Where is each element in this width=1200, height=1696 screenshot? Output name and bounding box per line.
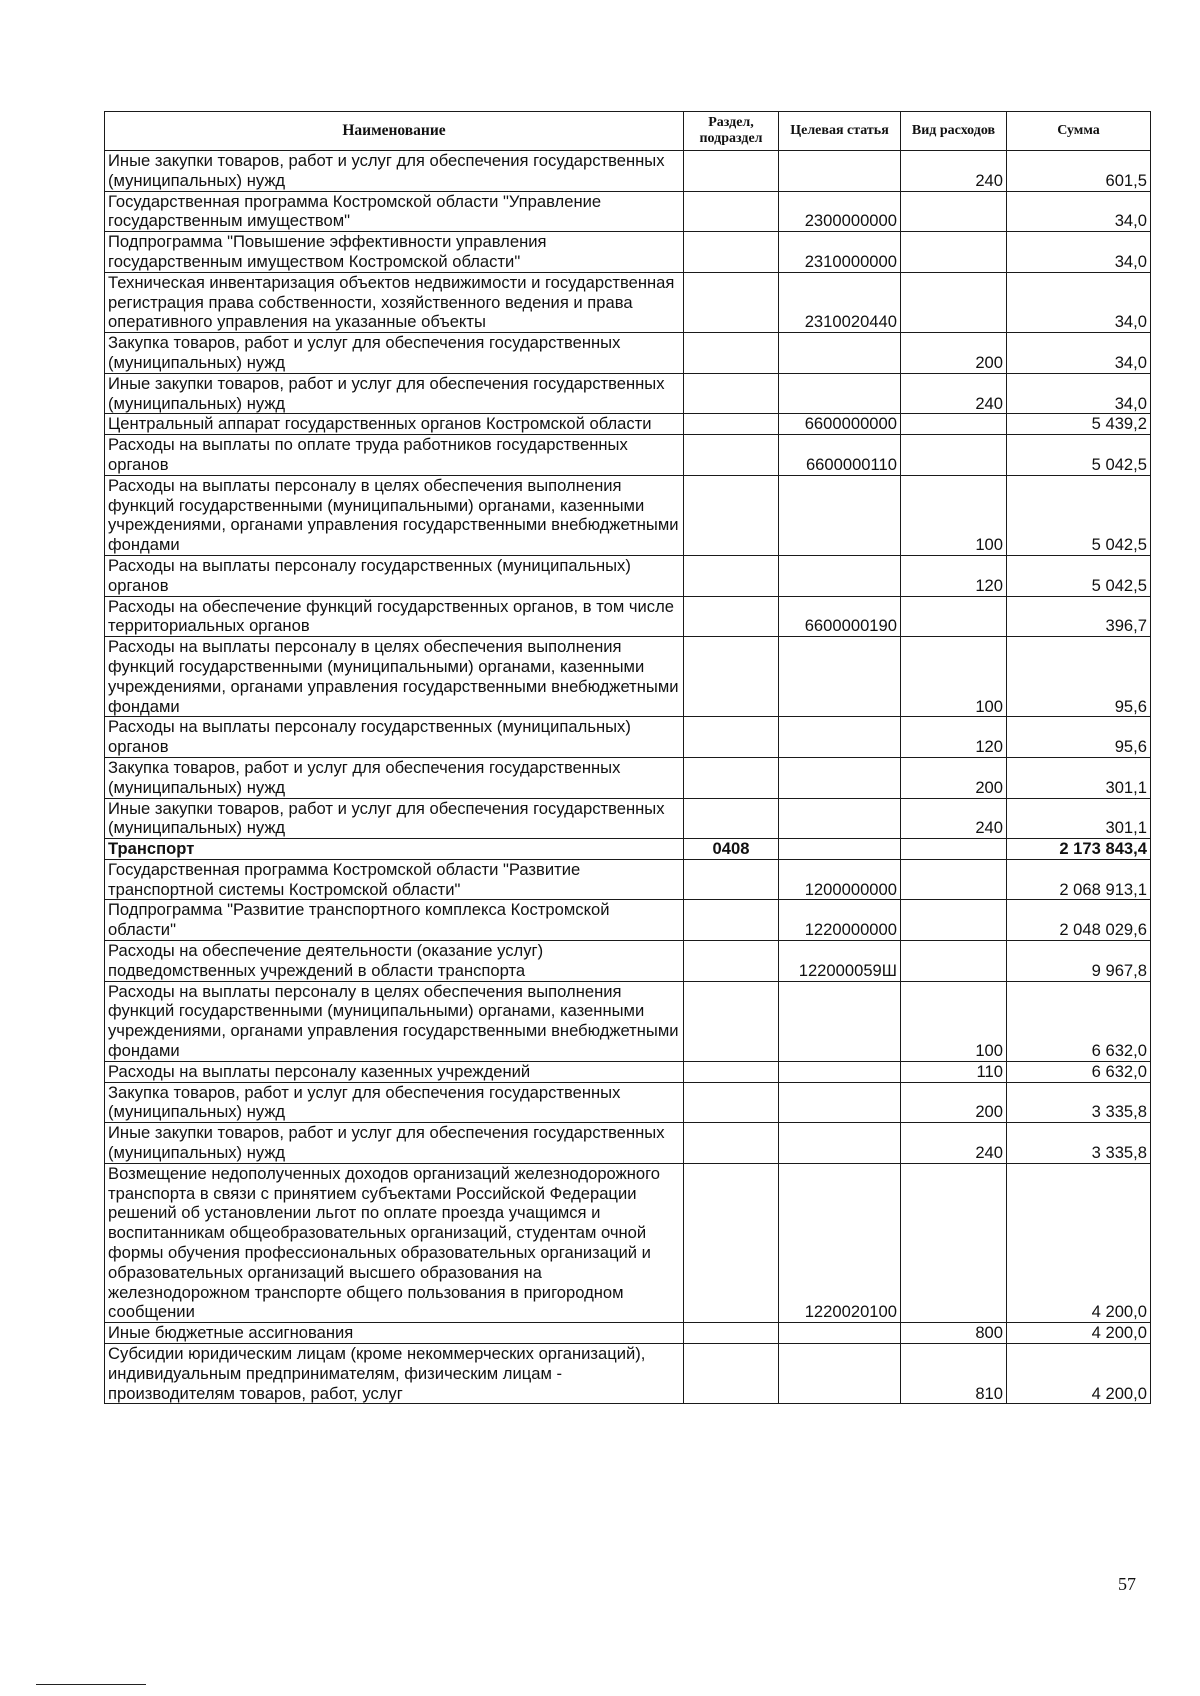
cell-kind: 200 [901,1082,1007,1123]
header-target: Целевая статья [779,112,901,151]
cell-sum: 95,6 [1007,637,1151,717]
cell-kind: 120 [901,555,1007,596]
cell-kind [901,941,1007,982]
table-row [105,1061,1151,1082]
cell-section [684,859,779,900]
cell-target: 2310000000 [779,232,901,273]
cell-kind [901,596,1007,637]
cell-name: Иные закупки товаров, работ и услуг для обеспечения государственных (муниципальных) нужд [105,798,684,839]
cell-name: Расходы на выплаты персоналу в целях обеспечения выполнения функций государственными (муниципальными) органами, казенными учреждениями, органами управления государственными внебюджетными фондами [105,637,684,717]
cell-sum: 34,0 [1007,272,1151,332]
cell-kind: 100 [901,637,1007,717]
cell-target [779,717,901,758]
header-kind: Вид расходов [901,112,1007,151]
cell-section [684,333,779,374]
cell-target [779,798,901,839]
table-header [105,112,1151,151]
cell-name: Закупка товаров, работ и услуг для обеспечения государственных (муниципальных) нужд [105,333,684,374]
cell-section [684,757,779,798]
table-row [105,232,1151,273]
table-row [105,272,1151,332]
cell-section [684,1344,779,1404]
cell-target: 6600000110 [779,435,901,476]
table-row [105,798,1151,839]
table-row [105,151,1151,192]
cell-name: Иные бюджетные ассигнования [105,1323,684,1344]
cell-kind: 200 [901,333,1007,374]
cell-name: Подпрограмма "Развитие транспортного комплекса Костромской области" [105,900,684,941]
cell-name: Центральный аппарат государственных органов Костромской области [105,414,684,435]
cell-sum: 95,6 [1007,717,1151,758]
cell-name: Расходы на выплаты по оплате труда работников государственных органов [105,435,684,476]
cell-kind: 110 [901,1061,1007,1082]
cell-sum: 301,1 [1007,798,1151,839]
cell-sum: 2 068 913,1 [1007,859,1151,900]
header-sum: Сумма [1007,112,1151,151]
cell-section [684,232,779,273]
cell-target: 1220000000 [779,900,901,941]
cell-target [779,373,901,414]
cell-name: Субсидии юридическим лицам (кроме некоммерческих организаций), индивидуальным предпринимателям, физическим лицам - производителям товаров, работ, услуг [105,1344,684,1404]
table-row [105,373,1151,414]
cell-target [779,1344,901,1404]
cell-section [684,717,779,758]
cell-target: 2310020440 [779,272,901,332]
cell-target [779,1323,901,1344]
table-row-section-total [105,839,1151,860]
cell-kind: 120 [901,717,1007,758]
table-body [105,151,1151,1404]
cell-name: Расходы на выплаты персоналу в целях обеспечения выполнения функций государственными (муниципальными) органами, казенными учреждениями, органами управления государственными внебюджетными фондами [105,475,684,555]
table-row [105,859,1151,900]
cell-name: Расходы на выплаты персоналу государственных (муниципальных) органов [105,555,684,596]
table-row [105,900,1151,941]
cell-target: 6600000000 [779,414,901,435]
table-row [105,475,1151,555]
header-section: Раздел, подраздел [684,112,779,151]
footer-divider [36,1684,146,1685]
cell-sum: 34,0 [1007,333,1151,374]
cell-name: Закупка товаров, работ и услуг для обеспечения государственных (муниципальных) нужд [105,757,684,798]
cell-section [684,637,779,717]
cell-section [684,272,779,332]
cell-section [684,596,779,637]
cell-name: Подпрограмма "Повышение эффективности управления государственным имуществом Костромской области" [105,232,684,273]
table-row [105,191,1151,232]
cell-target [779,151,901,192]
cell-kind [901,900,1007,941]
table-row [105,1082,1151,1123]
cell-kind: 240 [901,798,1007,839]
cell-kind [901,191,1007,232]
cell-kind: 810 [901,1344,1007,1404]
cell-name: Расходы на обеспечение деятельности (оказание услуг) подведомственных учреждений в области транспорта [105,941,684,982]
budget-table [104,111,1151,1404]
cell-sum: 9 967,8 [1007,941,1151,982]
cell-section [684,475,779,555]
cell-kind [901,839,1007,860]
cell-section [684,555,779,596]
table-row [105,941,1151,982]
cell-sum: 34,0 [1007,373,1151,414]
cell-target [779,1082,901,1123]
cell-kind [901,272,1007,332]
cell-kind [901,414,1007,435]
table-row [105,435,1151,476]
table-row [105,555,1151,596]
cell-name: Расходы на обеспечение функций государственных органов, в том числе территориальных органов [105,596,684,637]
cell-name: Расходы на выплаты персоналу государственных (муниципальных) органов [105,717,684,758]
table-row [105,333,1151,374]
cell-kind [901,859,1007,900]
cell-section [684,941,779,982]
cell-sum: 6 632,0 [1007,1061,1151,1082]
table-row [105,717,1151,758]
table-row [105,637,1151,717]
cell-sum: 301,1 [1007,757,1151,798]
cell-kind: 100 [901,981,1007,1061]
cell-name: Иные закупки товаров, работ и услуг для обеспечения государственных (муниципальных) нужд [105,1123,684,1164]
cell-sum: 601,5 [1007,151,1151,192]
cell-section [684,151,779,192]
cell-sum: 34,0 [1007,191,1151,232]
header-name: Наименование [105,112,684,151]
cell-sum: 2 048 029,6 [1007,900,1151,941]
cell-kind: 200 [901,757,1007,798]
cell-kind: 240 [901,1123,1007,1164]
cell-sum: 4 200,0 [1007,1344,1151,1404]
cell-sum: 5 042,5 [1007,475,1151,555]
table-row [105,1344,1151,1404]
cell-kind: 240 [901,373,1007,414]
cell-name: Иные закупки товаров, работ и услуг для обеспечения государственных (муниципальных) нужд [105,373,684,414]
cell-target [779,1061,901,1082]
table-row [105,414,1151,435]
cell-section: 0408 [684,839,779,860]
cell-sum: 2 173 843,4 [1007,839,1151,860]
cell-name: Иные закупки товаров, работ и услуг для обеспечения государственных (муниципальных) нужд [105,151,684,192]
cell-sum: 3 335,8 [1007,1082,1151,1123]
cell-target: 122000059Ш [779,941,901,982]
cell-kind: 800 [901,1323,1007,1344]
cell-sum: 3 335,8 [1007,1123,1151,1164]
cell-target [779,839,901,860]
cell-section [684,1123,779,1164]
cell-name: Возмещение недополученных доходов организаций железнодорожного транспорта в связи с принятием субъектами Российской Федерации решений об установлении льгот по оплате проезда учащимся и воспитанникам общеобразовательных организаций, студентам очной формы обучения профессиональных образовательных организаций и образовательных организаций высшего образования на железнодорожном транспорте общего пользования в пригородном сообщении [105,1163,684,1322]
cell-name: Расходы на выплаты персоналу в целях обеспечения выполнения функций государственными (муниципальными) органами, казенными учреждениями, органами управления государственными внебюджетными фондами [105,981,684,1061]
cell-target [779,1123,901,1164]
cell-sum: 396,7 [1007,596,1151,637]
cell-kind: 100 [901,475,1007,555]
cell-target: 6600000190 [779,596,901,637]
cell-section [684,1082,779,1123]
cell-sum: 4 200,0 [1007,1323,1151,1344]
table-row [105,1323,1151,1344]
cell-section [684,798,779,839]
cell-section [684,373,779,414]
cell-kind: 240 [901,151,1007,192]
cell-section [684,1163,779,1322]
cell-target [779,333,901,374]
cell-section [684,981,779,1061]
cell-kind [901,435,1007,476]
cell-target: 1220020100 [779,1163,901,1322]
table-row [105,1163,1151,1322]
cell-target [779,475,901,555]
cell-target [779,981,901,1061]
cell-target [779,637,901,717]
cell-name: Транспорт [105,839,684,860]
cell-sum: 5 439,2 [1007,414,1151,435]
cell-sum: 6 632,0 [1007,981,1151,1061]
cell-sum: 4 200,0 [1007,1163,1151,1322]
cell-section [684,191,779,232]
cell-target: 2300000000 [779,191,901,232]
cell-kind [901,232,1007,273]
cell-target: 1200000000 [779,859,901,900]
cell-target [779,757,901,798]
table-row [105,596,1151,637]
cell-target [779,555,901,596]
page-number: 57 [1118,1574,1136,1594]
cell-section [684,414,779,435]
table-row [105,981,1151,1061]
cell-name: Государственная программа Костромской области "Управление государственным имуществом" [105,191,684,232]
cell-sum: 5 042,5 [1007,555,1151,596]
cell-section [684,435,779,476]
cell-section [684,900,779,941]
cell-section [684,1323,779,1344]
cell-sum: 34,0 [1007,232,1151,273]
table-row [105,1123,1151,1164]
cell-name: Техническая инвентаризация объектов недвижимости и государственная регистрация права собственности, хозяйственного ведения и права оперативного управления на указанные объекты [105,272,684,332]
cell-name: Государственная программа Костромской области "Развитие транспортной системы Костромской области" [105,859,684,900]
cell-kind [901,1163,1007,1322]
header-row [105,112,1151,151]
cell-name: Закупка товаров, работ и услуг для обеспечения государственных (муниципальных) нужд [105,1082,684,1123]
cell-section [684,1061,779,1082]
cell-name: Расходы на выплаты персоналу казенных учреждений [105,1061,684,1082]
table-row [105,757,1151,798]
cell-sum: 5 042,5 [1007,435,1151,476]
